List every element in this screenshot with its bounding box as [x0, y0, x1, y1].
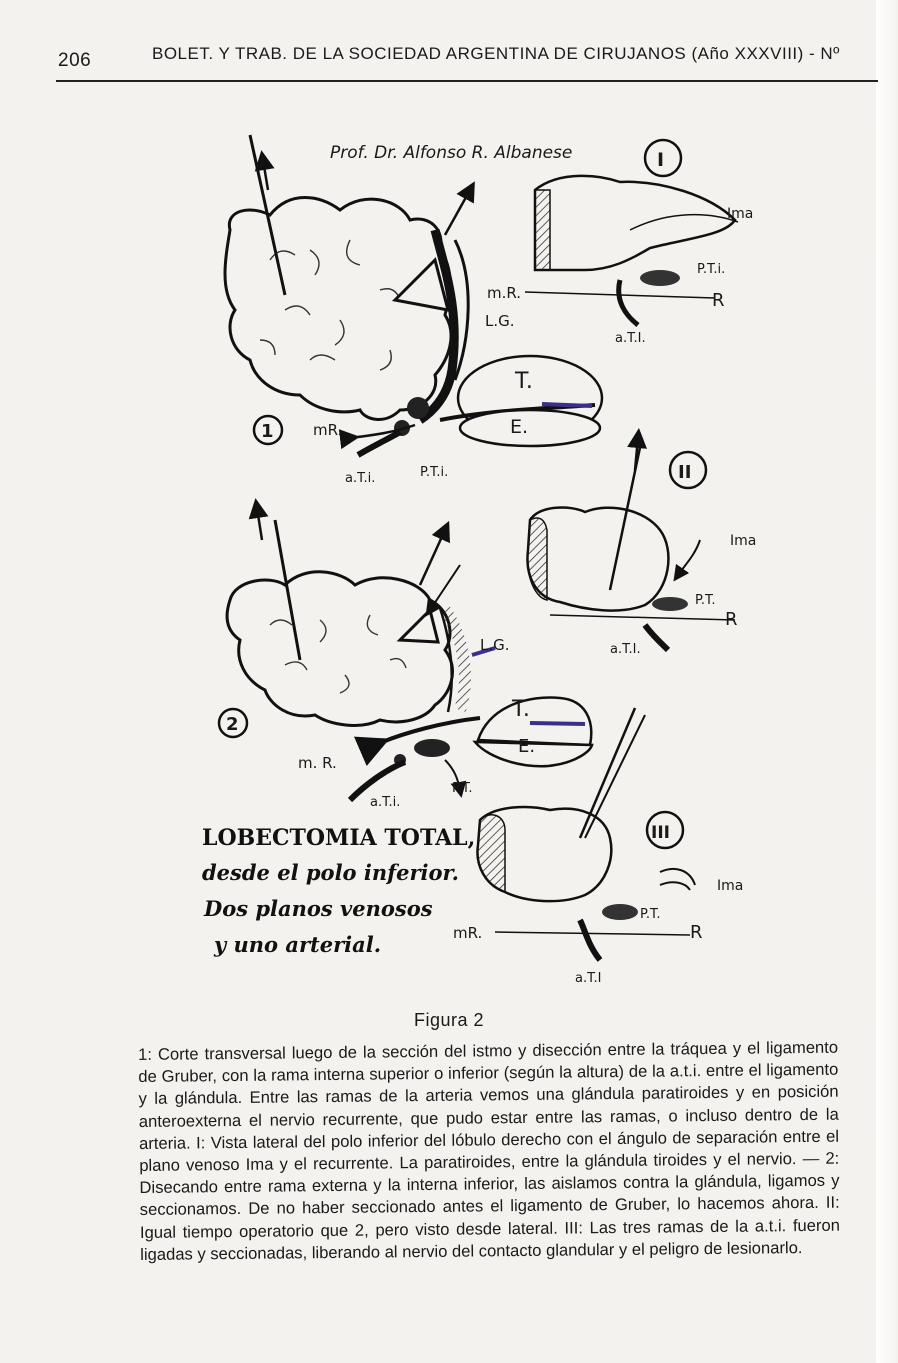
panel-II-label-r: R: [725, 609, 738, 630]
panel-1-label-t: T.: [515, 369, 533, 394]
panel-I-label-ati: a.T.I.: [615, 331, 646, 346]
panel-II-label-ati: a.T.I.: [610, 642, 641, 657]
note-line-4: y uno arterial.: [214, 932, 382, 957]
panel-I-drawing: [487, 140, 753, 346]
note-line-2: desde el polo inferior.: [202, 860, 459, 885]
panel-2-label-ati: a.T.i.: [370, 795, 401, 810]
panel-2-label-t: T.: [512, 697, 530, 722]
handwritten-note: [202, 825, 475, 957]
panel-II-drawing: [527, 438, 756, 657]
surgical-figure: [190, 120, 870, 990]
page-number: 206: [58, 50, 92, 71]
panel-III-label-ati: a.T.I: [575, 971, 602, 986]
panel-2-number: 2: [226, 714, 239, 735]
panel-I-label-pti: P.T.i.: [697, 262, 726, 277]
author-signature: Prof. Dr. Alfonso R. Albanese: [330, 143, 573, 163]
panel-1-thyroid-lobe: [225, 198, 451, 420]
panel-1-label-mr: mR.: [313, 421, 343, 439]
panel-1-label-lg: L.G.: [485, 312, 515, 330]
note-line-3: Dos planos venosos: [204, 896, 433, 921]
panel-III-label-mr: mR.: [453, 924, 483, 942]
panel-I-label-mr: m.R.: [487, 284, 522, 302]
panel-III-label-pt: P.T.: [640, 907, 661, 922]
note-line-1: LOBECTOMIA TOTAL,: [202, 825, 476, 851]
panel-III-label-r: R: [690, 922, 703, 943]
figure-caption-title: Figura 2: [413, 1010, 485, 1030]
panel-2-label-lg: L.G.: [480, 636, 510, 654]
panel-III-number: III: [651, 823, 670, 843]
panel-II-label-ima: Ima: [730, 533, 757, 549]
panel-I-label-r: R: [712, 290, 725, 311]
panel-III-label-ima: Ima: [717, 878, 744, 894]
panel-I-lobe: [535, 176, 735, 270]
panel-II-label-pt: P.T.: [695, 593, 716, 608]
panel-1-label-pti: P.T.i.: [420, 465, 449, 480]
panel-I-label-ima: Ima: [727, 206, 754, 222]
running-title: BOLET. Y TRAB. DE LA SOCIEDAD ARGENTINA DE CIRUJANOS (Año XXXVIII) - Nº: [152, 44, 840, 63]
panel-1-number: 1: [261, 421, 274, 442]
panel-I-number: I: [657, 149, 665, 171]
panel-1-label-e: E.: [510, 416, 529, 438]
panel-2-label-e: E.: [518, 736, 536, 757]
panel-1-label-ati: a.T.i.: [345, 471, 376, 486]
scan-edge: [876, 0, 898, 1363]
header-rule: [56, 80, 878, 82]
panel-1-esophagus: [460, 410, 600, 446]
page-header: [56, 44, 882, 76]
panel-II-lobe: [527, 507, 668, 610]
panel-2-label-pt: P.T.: [452, 781, 473, 796]
figure-caption-text: 1: Corte transversal luego de la sección del istmo y disección entre la tráquea y el ligamento de Gruber, con la rama interna superior o inferior (según la altura) de la a.t.i. entre el ligamento y la glándula. Entre las ramas de la arteria vemos una glándula paratiroides y en posición anteroexterna el nervio recurrente, que pudo estar entre las ramas, o incluso dentro de la arteria. I: Vista lateral del polo inferior del lóbulo derecho con el ángulo de separación entre el plano venoso Ima y el recurrente. La paratiroides, entre la glándula tiroides y el nervio. — 2: Disecando entre rama externa y la interna inferior, las aislamos contra la glándula, ligamos y seccionamos. De no haber seccionado antes el ligamento de Gruber, lo hacemos ahora. II: Igual tiempo operatorio que 2, pero visto desde lateral. III: Las tres ramas de la a.t.i. fueron ligadas y seccionadas, liberando al nervio del contacto glandular y el peligro de lesionarlo.: [138, 1037, 841, 1264]
panel-2-thyroid-lobe: [227, 572, 452, 726]
panel-II-number: II: [678, 462, 692, 483]
panel-2-label-mr: m. R.: [298, 754, 337, 772]
figure-drawing: [190, 120, 870, 990]
